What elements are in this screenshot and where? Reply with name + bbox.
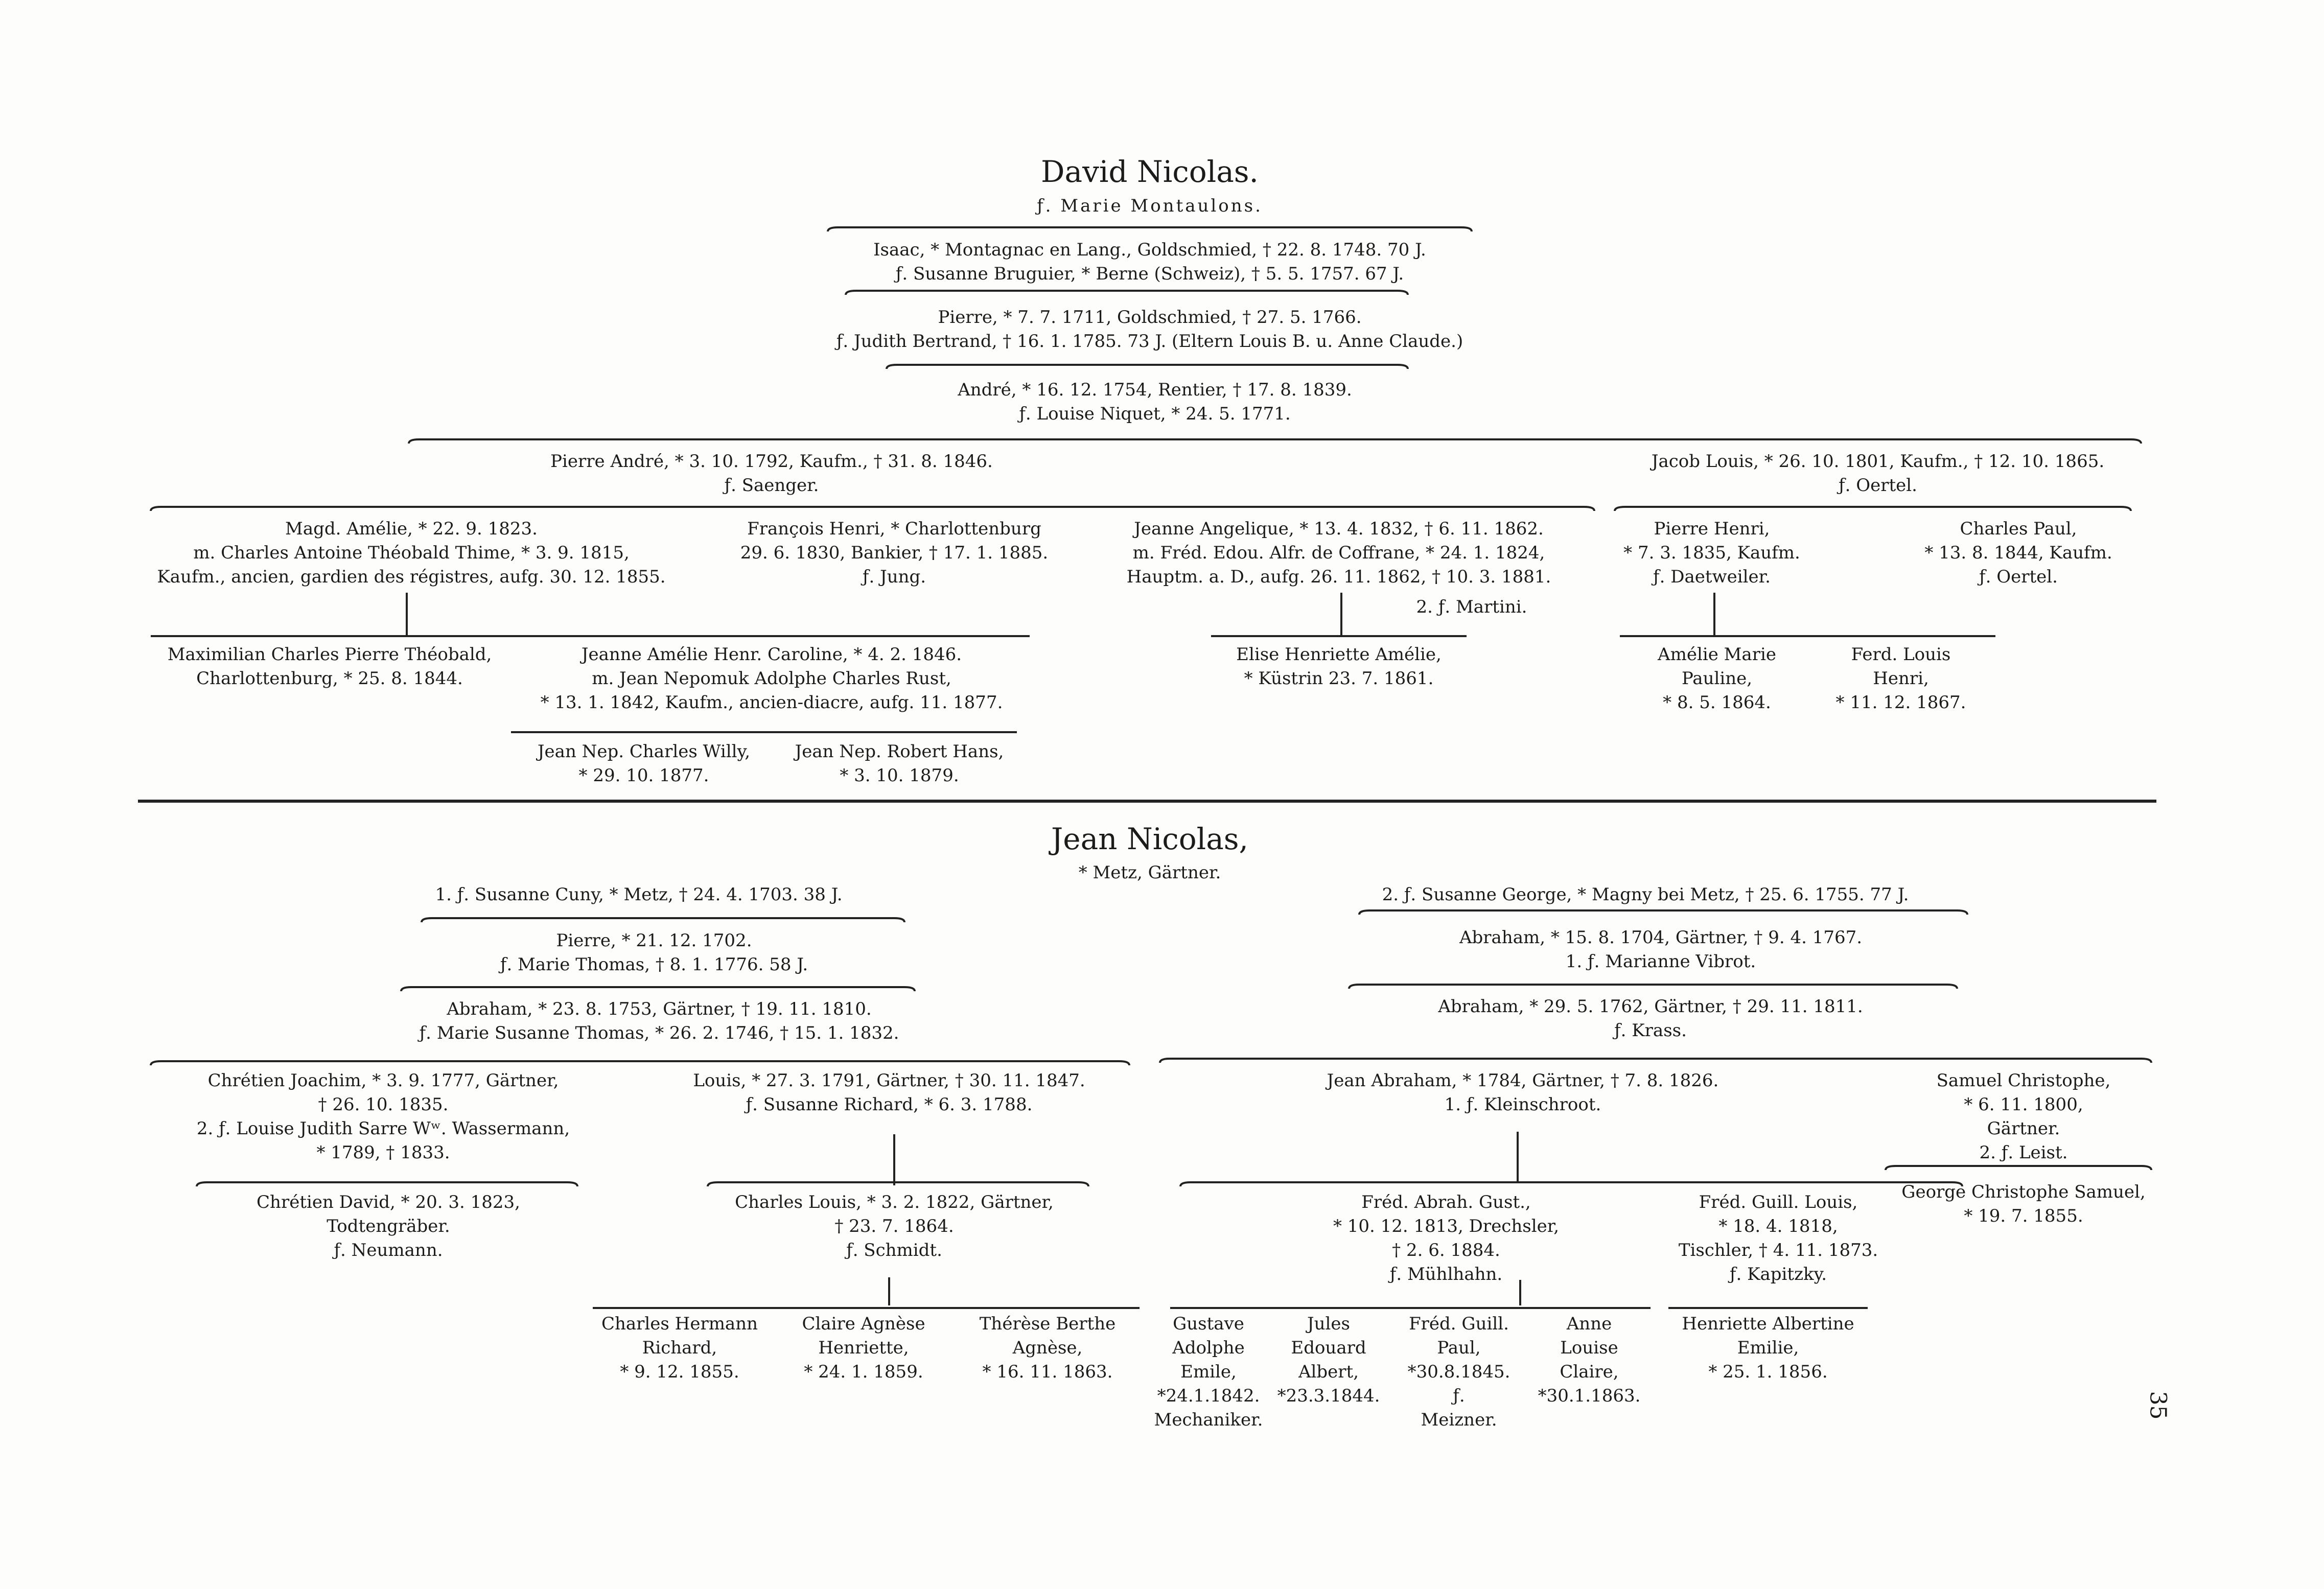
anne-louise-entry: Anne Louise Claire, *30.1.1863. [1538,1314,1641,1406]
wife2-entry: 2. ƒ. Susanne George, * Magny bei Metz, † 25. 6. 1755. 77 J. [1382,884,1909,905]
jeanne-amelie-entry: Jeanne Amélie Henr. Caroline, * 4. 2. 1846. m. Jean Nepomuk Adolphe Charles Rust, * 13. 1. 1842, Kaufm., ancien-diacre, aufg. 11. 1877. [540,644,1003,713]
henriette-albertine-entry: Henriette Albertine Emilie, * 25. 1. 1856. [1682,1314,1854,1382]
fred-abrah-entry: Fréd. Abrah. Gust., * 10. 12. 1813, Drechsler, † 2. 6. 1884. ƒ. Mühlhahn. [1333,1192,1560,1284]
chretien-david-entry: Chrétien David, * 20. 3. 1823, Todtengräber. ƒ. Neumann. [257,1192,520,1260]
jean-nicolas-title: Jean Nicolas, [1051,822,1248,856]
pierre-andre-entry: Pierre André, * 3. 10. 1792, Kaufm., † 31. 8. 1846. ƒ. Saenger. [550,451,993,496]
david-wife: ƒ. Marie Montaulons. [1037,196,1263,216]
david-nicolas-title: David Nicolas. [1041,154,1259,189]
charles-hermann-entry: Charles Hermann Richard, * 9. 12. 1855. [601,1314,758,1382]
chretien-joachim-entry: Chrétien Joachim, * 3. 9. 1777, Gärtner, † 26. 10. 1835. 2. ƒ. Louise Judith Sarre Wʷ. Wassermann, * 1789, † 1833. [196,1070,570,1163]
charles-paul-entry: Charles Paul, * 13. 8. 1844, Kaufm. ƒ. Oertel. [1924,519,2112,587]
page-number: 35 [2145,1391,2171,1420]
jean-subtitle: * Metz, Gärtner. [1078,862,1221,883]
isaac-entry: Isaac, * Montagnac en Lang., Goldschmied, † 22. 8. 1748. 70 J. ƒ. Susanne Bruguier, * Berne (Schweiz), † 5. 5. 1757. 67 J. [873,240,1426,284]
louis-entry: Louis, * 27. 3. 1791, Gärtner, † 30. 11. 1847. ƒ. Susanne Richard, * 6. 3. 1788. [693,1070,1085,1115]
pierre-entry: Pierre, * 7. 7. 1711, Goldschmied, † 27. 5. 1766. ƒ. Judith Bertrand, † 16. 1. 1785. 73 J. (Eltern Louis B. u. Anne Claude.) [836,307,1463,352]
abraham-1753-entry: Abraham, * 23. 8. 1753, Gärtner, † 19. 11. 1810. ƒ. Marie Susanne Thomas, * 26. 2. 1746, † 15. 1. 1832. [419,999,899,1043]
hans-entry: Jean Nep. Robert Hans, * 3. 10. 1879. [795,741,1004,786]
maximilian-entry: Maximilian Charles Pierre Théobald, Charlottenburg, * 25. 8. 1844. [167,644,492,689]
jules-entry: Jules Edouard Albert, *23.3.1844. [1277,1314,1380,1406]
charles-louis-entry: Charles Louis, * 3. 2. 1822, Gärtner, † 23. 7. 1864. ƒ. Schmidt. [735,1192,1054,1260]
abraham-1704-entry: Abraham, * 15. 8. 1704, Gärtner, † 9. 4. 1767. 1. ƒ. Marianne Vibrot. [1459,927,1863,972]
pierre-henri-entry: Pierre Henri, * 7. 3. 1835, Kaufm. ƒ. Daetweiler. [1623,519,1800,587]
wife1-entry: 1. ƒ. Susanne Cuny, * Metz, † 24. 4. 1703. 38 J. [435,884,843,905]
samuel-christophe-entry: Samuel Christophe, * 6. 11. 1800, Gärtner. 2. ƒ. Leist. [1936,1070,2111,1163]
fred-paul-entry: Fréd. Guill. Paul, *30.8.1845. ƒ. Meizner. [1407,1314,1510,1430]
magd-amelie-entry: Magd. Amélie, * 22. 9. 1823. m. Charles Antoine Théobald Thime, * 3. 9. 1815, Kaufm., ancien, gardien des régistres, aufg. 30. 12. 1855. [157,519,666,587]
claire-agnese-entry: Claire Agnèse Henriette, * 24. 1. 1859. [802,1314,925,1382]
elise-entry: Elise Henriette Amélie, * Küstrin 23. 7. 1861. [1236,644,1442,689]
jean-pierre-entry: Pierre, * 21. 12. 1702. ƒ. Marie Thomas, † 8. 1. 1776. 58 J. [500,930,808,975]
jeanne-angelique-entry: Jeanne Angelique, * 13. 4. 1832, † 6. 11. 1862. m. Fréd. Edou. Alfr. de Coffrane, * 24. 1. 1824, Hauptm. a. D., aufg. 26. 11. 1862, † 10. 3. 1881. [1126,519,1551,587]
ferd-louis-entry: Ferd. Louis Henri, * 11. 12. 1867. [1835,644,1966,713]
george-christophe-entry: George Christophe Samuel, * 19. 7. 1855. [1901,1182,2146,1226]
therese-berthe-entry: Thérèse Berthe Agnèse, * 16. 11. 1863. [979,1314,1116,1382]
gustave-entry: Gustave Adolphe Emile, *24.1.1842. Mechaniker. [1154,1314,1263,1430]
jacob-louis-entry: Jacob Louis, * 26. 10. 1801, Kaufm., † 12. 10. 1865. ƒ. Oertel. [1651,451,2105,496]
andre-entry: André, * 16. 12. 1754, Rentier, † 17. 8. 1839. ƒ. Louise Niquet, * 24. 5. 1771. [958,380,1352,424]
fred-guill-louis-entry: Fréd. Guill. Louis, * 18. 4. 1818, Tischler, † 4. 11. 1873. ƒ. Kapitzky. [1678,1192,1878,1284]
abraham-1762-entry: Abraham, * 29. 5. 1762, Gärtner, † 29. 11. 1811. ƒ. Krass. [1438,996,1863,1041]
martini-entry: 2. ƒ. Martini. [1416,597,1527,617]
willy-entry: Jean Nep. Charles Willy, * 29. 10. 1877. [537,741,751,786]
francois-henri-entry: François Henri, * Charlottenburg 29. 6. 1830, Bankier, † 17. 1. 1885. ƒ. Jung. [740,519,1049,587]
jean-abraham-entry: Jean Abraham, * 1784, Gärtner, † 7. 8. 1826. 1. ƒ. Kleinschroot. [1327,1070,1719,1115]
amelie-marie-entry: Amélie Marie Pauline, * 8. 5. 1864. [1658,644,1776,713]
